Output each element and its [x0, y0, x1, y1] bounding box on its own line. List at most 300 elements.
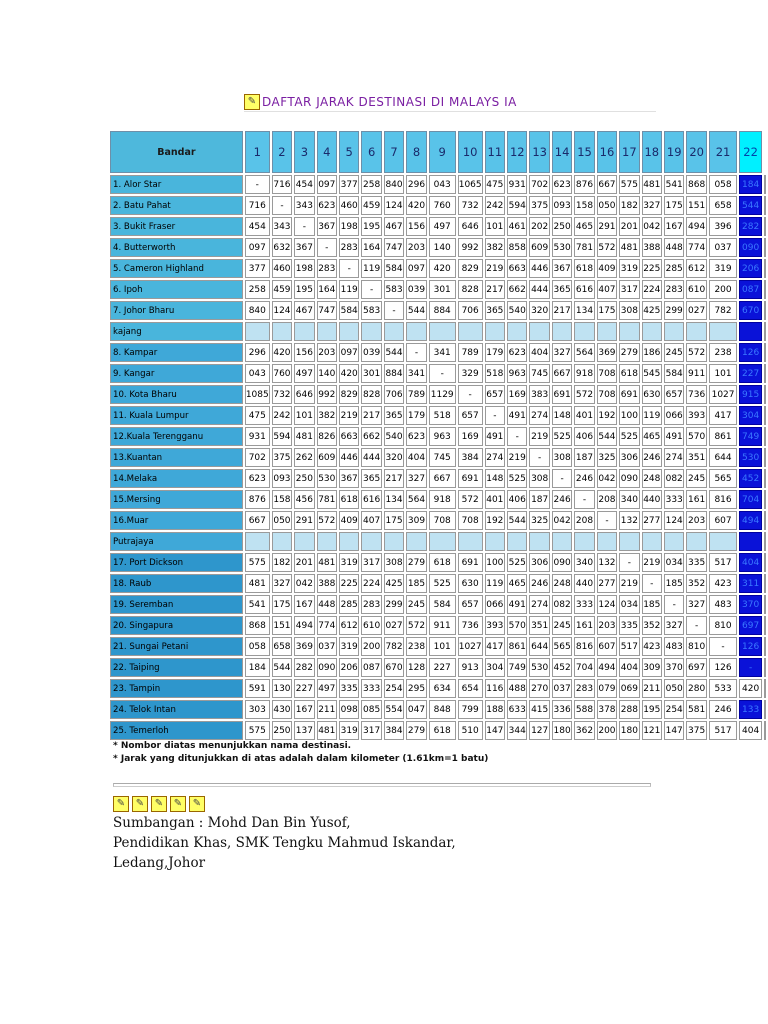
distance-cell: 517 — [709, 553, 737, 572]
distance-cell: 225 — [642, 259, 662, 278]
notes — [113, 740, 488, 766]
distance-cell: 325 — [529, 511, 549, 530]
overflow-cell — [764, 679, 766, 698]
distance-cell — [317, 532, 337, 551]
distance-cell: 333 — [361, 679, 381, 698]
header-col-7: 7 — [384, 131, 404, 173]
table-row — [110, 679, 766, 698]
distance-cell: 219 — [642, 553, 662, 572]
distance-cell: 609 — [317, 448, 337, 467]
distance-cell — [529, 532, 549, 551]
distance-cell: 202 — [529, 217, 549, 236]
distance-cell: 396 — [709, 217, 737, 236]
overflow-cell — [764, 280, 766, 299]
distance-cell: 283 — [361, 595, 381, 614]
distance-cell: 309 — [406, 511, 426, 530]
distance-cell: 208 — [597, 490, 617, 509]
distance-cell: 327 — [686, 595, 706, 614]
pencil-icon: ✎ — [170, 796, 186, 812]
distance-cell: 344 — [507, 721, 527, 740]
distance-cell: 156 — [406, 217, 426, 236]
distance-cell: 662 — [507, 280, 527, 299]
distance-cell: 365 — [361, 469, 381, 488]
distance-cell: 460 — [339, 196, 359, 215]
page-title-row — [244, 93, 517, 111]
distance-cell: 708 — [597, 385, 617, 404]
title-divider — [244, 111, 656, 112]
distance-cell: 296 — [245, 343, 270, 362]
distance-cell: - — [485, 406, 505, 425]
distance-cell: 327 — [642, 196, 662, 215]
distance-cell: 378 — [597, 700, 617, 719]
header-col-3: 3 — [294, 131, 314, 173]
row-label: 11. Kuala Lumpur — [110, 406, 243, 425]
distance-cell: 242 — [272, 406, 292, 425]
distance-cell: 336 — [552, 700, 572, 719]
icon-strip — [113, 796, 208, 812]
distance-cell: 382 — [485, 238, 505, 257]
distance-cell: 670 — [384, 658, 404, 677]
distance-cell: 404 — [529, 343, 549, 362]
row-label: 7. Johor Bharu — [110, 301, 243, 320]
distance-cell: 610 — [686, 280, 706, 299]
pencil-icon: ✎ — [189, 796, 205, 812]
distance-cell: 219 — [507, 448, 527, 467]
row-label: kajang — [110, 322, 243, 341]
distance-cell: 175 — [664, 196, 684, 215]
pencil-icon: ✎ — [113, 796, 129, 812]
distance-cell: 034 — [664, 553, 684, 572]
credit-block — [113, 813, 456, 873]
distance-cell: 544 — [384, 343, 404, 362]
distance-cell: 352 — [686, 574, 706, 593]
distance-cell: 245 — [664, 343, 684, 362]
distance-cell: 124 — [597, 595, 617, 614]
distance-cell: 401 — [574, 406, 594, 425]
distance-cell: 591 — [245, 679, 270, 698]
distance-cell — [574, 322, 594, 341]
distance-cell: 101 — [485, 217, 505, 236]
row-label: 17. Port Dickson — [110, 553, 243, 572]
distance-cell: 279 — [619, 343, 639, 362]
distance-cell: 667 — [245, 511, 270, 530]
distance-cell: 409 — [339, 511, 359, 530]
distance-cell: 518 — [429, 406, 456, 425]
distance-cell: 494 — [597, 658, 617, 677]
distance-cell: 594 — [507, 196, 527, 215]
distance-cell: 227 — [739, 364, 762, 383]
distance-cell: 810 — [709, 616, 737, 635]
distance-cell: 533 — [709, 679, 737, 698]
distance-cell: 301 — [429, 280, 456, 299]
distance-cell — [686, 322, 706, 341]
distance-cell: 167 — [294, 595, 314, 614]
distance-cell: 384 — [384, 721, 404, 740]
row-label: 3. Bukit Fraser — [110, 217, 243, 236]
distance-cell — [458, 322, 483, 341]
table-row — [110, 217, 766, 236]
distance-cell: 201 — [619, 217, 639, 236]
distance-cell: 224 — [361, 574, 381, 593]
header-col-2: 2 — [272, 131, 292, 173]
distance-cell: 497 — [429, 217, 456, 236]
distance-cell: 333 — [664, 490, 684, 509]
overflow-cell — [764, 532, 766, 551]
distance-cell: 584 — [429, 595, 456, 614]
distance-cell: 175 — [384, 511, 404, 530]
distance-cell: 192 — [597, 406, 617, 425]
distance-cell: 494 — [294, 616, 314, 635]
distance-cell: 861 — [507, 637, 527, 656]
distance-cell: 182 — [619, 196, 639, 215]
distance-cell: 544 — [597, 427, 617, 446]
distance-cell: 404 — [619, 658, 639, 677]
distance-cell: 829 — [458, 259, 483, 278]
distance-cell: 868 — [686, 175, 706, 194]
distance-cell: 195 — [294, 280, 314, 299]
distance-cell: 497 — [294, 364, 314, 383]
distance-cell: 618 — [429, 553, 456, 572]
distance-cell: 440 — [642, 490, 662, 509]
distance-cell: 575 — [619, 175, 639, 194]
row-label: 22. Taiping — [110, 658, 243, 677]
distance-cell: 291 — [597, 217, 617, 236]
distance-cell: 623 — [245, 469, 270, 488]
distance-cell: 575 — [245, 721, 270, 740]
distance-cell: 375 — [686, 721, 706, 740]
distance-cell: 481 — [642, 175, 662, 194]
distance-cell: 572 — [597, 238, 617, 257]
distance-cell: 299 — [664, 301, 684, 320]
distance-cell: 362 — [574, 721, 594, 740]
header-col-16: 16 — [597, 131, 617, 173]
distance-cell: 116 — [485, 679, 505, 698]
distance-cell: 706 — [458, 301, 483, 320]
distance-cell: 633 — [507, 700, 527, 719]
distance-cell: 876 — [245, 490, 270, 509]
distance-cell: 702 — [529, 175, 549, 194]
distance-cell: 185 — [642, 595, 662, 614]
distance-cell: 554 — [384, 700, 404, 719]
distance-cell: 200 — [709, 280, 737, 299]
distance-cell: 254 — [664, 700, 684, 719]
distance-cell — [552, 532, 572, 551]
distance-cell: 341 — [406, 364, 426, 383]
distance-cell: 440 — [574, 574, 594, 593]
pencil-icon: ✎ — [151, 796, 167, 812]
distance-cell: 963 — [507, 364, 527, 383]
distance-cell: 311 — [739, 574, 762, 593]
distance-cell: 343 — [294, 196, 314, 215]
distance-cell: 749 — [739, 427, 762, 446]
distance-cell: 564 — [406, 490, 426, 509]
distance-cell: 306 — [619, 448, 639, 467]
distance-cell: 456 — [294, 490, 314, 509]
distance-cell: 164 — [361, 238, 381, 257]
distance-cell: 406 — [574, 427, 594, 446]
distance-cell: 127 — [529, 721, 549, 740]
distance-cell: 483 — [664, 637, 684, 656]
distance-cell: 475 — [245, 406, 270, 425]
distance-cell: 319 — [339, 721, 359, 740]
distance-cell — [597, 322, 617, 341]
distance-cell: 308 — [619, 301, 639, 320]
distance-cell: 630 — [458, 574, 483, 593]
distance-cell: 911 — [686, 364, 706, 383]
distance-cell: 691 — [619, 385, 639, 404]
distance-cell: 225 — [339, 574, 359, 593]
distance-cell: 407 — [597, 280, 617, 299]
distance-cell: 736 — [686, 385, 706, 404]
distance-cell: 444 — [361, 448, 381, 467]
distance-cell: 058 — [709, 175, 737, 194]
distance-cell: 206 — [339, 658, 359, 677]
distance-cell — [485, 322, 505, 341]
distance-cell: 203 — [406, 238, 426, 257]
distance-cell: 027 — [686, 301, 706, 320]
table-row — [110, 511, 766, 530]
distance-cell: 884 — [429, 301, 456, 320]
distance-cell: 774 — [686, 238, 706, 257]
distance-cell: 161 — [686, 490, 706, 509]
distance-cell: 644 — [529, 637, 549, 656]
distance-cell — [642, 322, 662, 341]
table-row — [110, 553, 766, 572]
header-col-20: 20 — [686, 131, 706, 173]
distance-cell: 283 — [339, 238, 359, 257]
distance-cell: 285 — [664, 259, 684, 278]
credit-line-1: Sumbangan : Mohd Dan Bin Yusof, — [113, 815, 351, 831]
table-row — [110, 469, 766, 488]
distance-cell: 245 — [406, 595, 426, 614]
distance-cell — [739, 532, 762, 551]
table-row — [110, 280, 766, 299]
overflow-cell — [764, 259, 766, 278]
distance-cell — [361, 532, 381, 551]
distance-cell: 082 — [664, 469, 684, 488]
distance-cell: 200 — [597, 721, 617, 740]
row-label: 15.Mersing — [110, 490, 243, 509]
distance-cell: 128 — [406, 658, 426, 677]
distance-cell: 037 — [317, 637, 337, 656]
distance-cell: 169 — [458, 427, 483, 446]
distance-cell: 388 — [642, 238, 662, 257]
distance-cell — [709, 322, 737, 341]
distance-cell: 663 — [339, 427, 359, 446]
distance-cell: 1085 — [245, 385, 270, 404]
distance-cell: 085 — [361, 700, 381, 719]
distance-cell: 217 — [384, 469, 404, 488]
distance-cell: 179 — [406, 406, 426, 425]
distance-cell — [664, 532, 684, 551]
distance-cell: 618 — [339, 490, 359, 509]
overflow-cell — [764, 301, 766, 320]
distance-cell: 274 — [485, 448, 505, 467]
distance-cell: 781 — [574, 238, 594, 257]
distance-cell: 564 — [574, 343, 594, 362]
header-col-13: 13 — [529, 131, 549, 173]
distance-cell: 119 — [485, 574, 505, 593]
distance-cell: 646 — [458, 217, 483, 236]
distance-cell: 510 — [458, 721, 483, 740]
table-row — [110, 448, 766, 467]
table-row — [110, 574, 766, 593]
distance-cell: - — [361, 280, 381, 299]
header-col-1: 1 — [245, 131, 270, 173]
distance-cell: 282 — [294, 658, 314, 677]
distance-cell: 327 — [664, 616, 684, 635]
distance-cell: 119 — [361, 259, 381, 278]
distance-cell: 667 — [429, 469, 456, 488]
distance-cell: 246 — [642, 448, 662, 467]
overflow-cell — [764, 637, 766, 656]
distance-cell: 377 — [339, 175, 359, 194]
distance-cell: 097 — [406, 259, 426, 278]
distance-cell: 365 — [485, 301, 505, 320]
distance-cell: 066 — [664, 406, 684, 425]
distance-cell: 658 — [709, 196, 737, 215]
header-col-12: 12 — [507, 131, 527, 173]
distance-cell: 915 — [739, 385, 762, 404]
distance-cell: 840 — [245, 301, 270, 320]
distance-cell: 618 — [429, 721, 456, 740]
distance-cell: 911 — [429, 616, 456, 635]
row-label: 13.Kuantan — [110, 448, 243, 467]
distance-cell: 327 — [552, 343, 572, 362]
distance-cell: 565 — [709, 469, 737, 488]
distance-cell: 042 — [642, 217, 662, 236]
distance-cell: 258 — [361, 175, 381, 194]
distance-cell — [384, 322, 404, 341]
distance-cell: 034 — [619, 595, 639, 614]
distance-cell: 248 — [552, 574, 572, 593]
distance-cell: 058 — [245, 637, 270, 656]
distance-cell: 087 — [739, 280, 762, 299]
distance-cell: 151 — [272, 616, 292, 635]
distance-cell: 069 — [619, 679, 639, 698]
distance-cell: 151 — [686, 196, 706, 215]
distance-cell: 781 — [317, 490, 337, 509]
distance-cell: 211 — [642, 679, 662, 698]
table-row — [110, 427, 766, 446]
distance-cell: 612 — [686, 259, 706, 278]
distance-cell: 861 — [709, 427, 737, 446]
distance-cell: 134 — [384, 490, 404, 509]
distance-cell: 327 — [406, 469, 426, 488]
distance-cell: - — [619, 553, 639, 572]
distance-cell: 481 — [245, 574, 270, 593]
distance-cell: 518 — [485, 364, 505, 383]
distance-cell: 848 — [429, 700, 456, 719]
distance-cell: - — [597, 511, 617, 530]
distance-cell: 167 — [294, 700, 314, 719]
distance-cell: 444 — [529, 280, 549, 299]
distance-cell: 583 — [361, 301, 381, 320]
distance-cell: 1129 — [429, 385, 456, 404]
distance-cell: - — [272, 196, 292, 215]
distance-cell: 167 — [664, 217, 684, 236]
distance-cell: 708 — [458, 511, 483, 530]
row-label: 2. Batu Pahat — [110, 196, 243, 215]
distance-cell: 093 — [272, 469, 292, 488]
distance-cell: 747 — [384, 238, 404, 257]
distance-cell: - — [245, 175, 270, 194]
table-row — [110, 637, 766, 656]
distance-cell: 623 — [406, 427, 426, 446]
row-label: 16.Muar — [110, 511, 243, 530]
overflow-cell — [764, 574, 766, 593]
distance-cell: 250 — [272, 721, 292, 740]
distance-cell — [339, 532, 359, 551]
distance-cell: 262 — [294, 448, 314, 467]
distance-cell: 1027 — [458, 637, 483, 656]
distance-cell: 667 — [552, 364, 572, 383]
distance-cell: 760 — [429, 196, 456, 215]
note-distance-units: * Jarak yang ditunjukkan di atas adalah dalam kilometer (1.61km=1 batu) — [113, 754, 489, 764]
table-row — [110, 385, 766, 404]
distance-cell: 545 — [642, 364, 662, 383]
distance-cell: 404 — [406, 448, 426, 467]
distance-cell — [406, 532, 426, 551]
distance-cell: 452 — [739, 469, 762, 488]
header-col-15: 15 — [574, 131, 594, 173]
distance-cell: 184 — [245, 658, 270, 677]
distance-cell: 274 — [529, 595, 549, 614]
row-label: 25. Temerloh — [110, 721, 243, 740]
distance-cell: 465 — [574, 217, 594, 236]
distance-cell: 132 — [597, 553, 617, 572]
distance-cell — [384, 532, 404, 551]
distance-cell: 618 — [619, 364, 639, 383]
distance-cell: 481 — [317, 553, 337, 572]
separator-bar — [113, 783, 651, 787]
distance-cell: 630 — [642, 385, 662, 404]
distance-cell: 039 — [361, 343, 381, 362]
distance-cell: 277 — [642, 511, 662, 530]
row-label: 6. Ipoh — [110, 280, 243, 299]
distance-cell: 132 — [619, 511, 639, 530]
distance-cell: 634 — [429, 679, 456, 698]
distance-cell: 203 — [686, 511, 706, 530]
header-col-11: 11 — [485, 131, 505, 173]
distance-cell: 027 — [384, 616, 404, 635]
distance-cell: 274 — [529, 406, 549, 425]
distance-cell: 367 — [339, 469, 359, 488]
distance-cell: 430 — [272, 700, 292, 719]
table-row — [110, 196, 766, 215]
distance-cell: 691 — [552, 385, 572, 404]
distance-cell: 732 — [458, 196, 483, 215]
distance-cell: 124 — [272, 301, 292, 320]
distance-cell: 467 — [294, 301, 314, 320]
distance-cell: 782 — [384, 637, 404, 656]
distance-cell: 491 — [485, 427, 505, 446]
overflow-cell — [764, 217, 766, 236]
distance-cell: 826 — [317, 427, 337, 446]
distance-cell: 475 — [485, 175, 505, 194]
distance-cell: 491 — [507, 595, 527, 614]
distance-cell: 100 — [619, 406, 639, 425]
distance-cell: 572 — [317, 511, 337, 530]
row-label: 14.Melaka — [110, 469, 243, 488]
overflow-cell — [764, 595, 766, 614]
distance-cell: 164 — [317, 280, 337, 299]
distance-cell: 992 — [458, 238, 483, 257]
distance-cell: 913 — [458, 658, 483, 677]
distance-cell: 161 — [574, 616, 594, 635]
distance-cell: 279 — [406, 721, 426, 740]
distance-cell: 090 — [317, 658, 337, 677]
